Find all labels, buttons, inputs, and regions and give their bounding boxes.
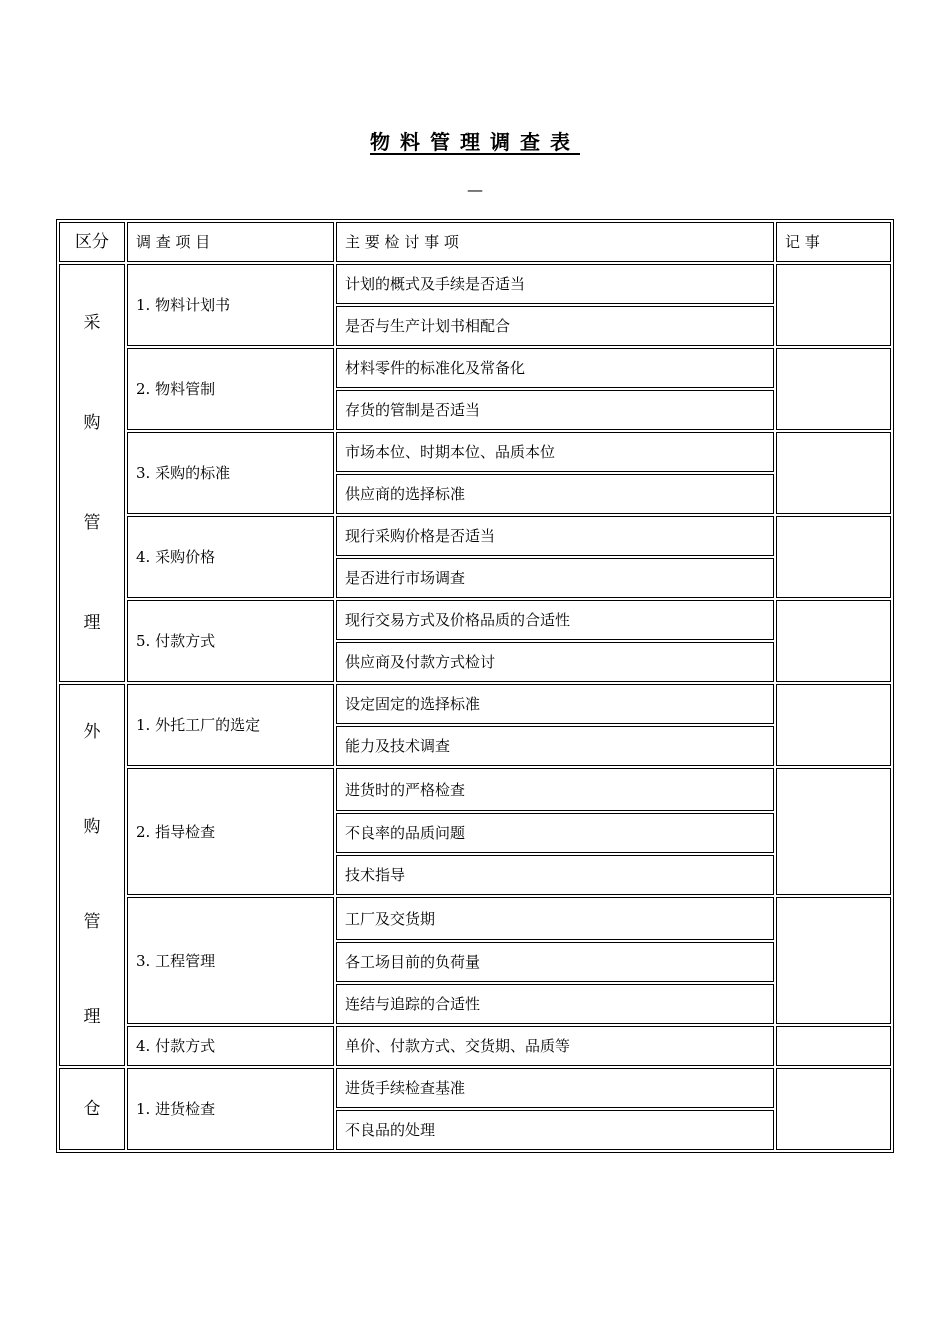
category-char: 仓 <box>83 1098 101 1119</box>
table-row <box>59 432 891 472</box>
table-row <box>59 600 891 640</box>
check-item: 不良率的品质问题 <box>336 813 774 853</box>
check-item: 进货手续检查基准 <box>336 1068 774 1108</box>
item-label: 5. 付款方式 <box>127 600 334 682</box>
item-label: 1. 外托工厂的选定 <box>127 684 334 766</box>
category-char: 采 <box>83 312 101 333</box>
item-label: 2. 指导检查 <box>127 768 334 895</box>
table-row <box>59 348 891 388</box>
note-cell[interactable] <box>776 897 891 1024</box>
table-row <box>59 684 891 724</box>
table-row <box>59 897 891 940</box>
category-char: 外 <box>83 722 101 743</box>
category-char: 购 <box>83 412 101 433</box>
note-cell[interactable] <box>776 768 891 895</box>
header-item: 调 查 项 目 <box>127 222 334 262</box>
table-row <box>59 264 891 304</box>
table-row <box>59 516 891 556</box>
check-item: 是否与生产计划书相配合 <box>336 306 774 346</box>
note-cell[interactable] <box>776 516 891 598</box>
table-row <box>59 1068 891 1108</box>
check-item: 连结与追踪的合适性 <box>336 984 774 1024</box>
header-row <box>59 222 891 262</box>
check-item: 现行交易方式及价格品质的合适性 <box>336 600 774 640</box>
note-cell[interactable] <box>776 264 891 346</box>
check-item: 工厂及交货期 <box>336 897 774 940</box>
check-item: 能力及技术调查 <box>336 726 774 766</box>
item-label: 3. 工程管理 <box>127 897 334 1024</box>
category-char: 购 <box>83 817 101 838</box>
check-item: 存货的管制是否适当 <box>336 390 774 430</box>
item-label: 1. 进货检查 <box>127 1068 334 1150</box>
note-cell[interactable] <box>776 348 891 430</box>
note-cell[interactable] <box>776 432 891 514</box>
check-item: 不良品的处理 <box>336 1110 774 1150</box>
survey-table <box>56 219 894 1153</box>
item-label: 4. 付款方式 <box>127 1026 334 1066</box>
check-item: 各工场目前的负荷量 <box>336 942 774 982</box>
check-item: 设定固定的选择标准 <box>336 684 774 724</box>
page-title: 物料管理调查表 <box>370 130 580 154</box>
check-item: 材料零件的标准化及常备化 <box>336 348 774 388</box>
check-item: 是否进行市场调查 <box>336 558 774 598</box>
category-cell <box>59 264 125 682</box>
table-row <box>59 768 891 811</box>
header-note: 记 事 <box>776 222 891 262</box>
item-label: 1. 物料计划书 <box>127 264 334 346</box>
check-item: 技术指导 <box>336 855 774 895</box>
check-item: 供应商及付款方式检讨 <box>336 642 774 682</box>
category-char: 管 <box>83 512 101 533</box>
item-label: 4. 采购价格 <box>127 516 334 598</box>
item-label: 2. 物料管制 <box>127 348 334 430</box>
item-label: 3. 采购的标准 <box>127 432 334 514</box>
header-check: 主 要 检 讨 事 项 <box>336 222 774 262</box>
check-item: 单价、付款方式、交货期、品质等 <box>336 1026 774 1066</box>
category-cell <box>59 1068 125 1150</box>
check-item: 市场本位、时期本位、品质本位 <box>336 432 774 472</box>
note-cell[interactable] <box>776 1026 891 1066</box>
check-item: 供应商的选择标准 <box>336 474 774 514</box>
category-cell <box>59 684 125 1066</box>
table-row <box>59 1026 891 1066</box>
category-char: 理 <box>83 612 101 633</box>
check-item: 现行采购价格是否适当 <box>336 516 774 556</box>
note-cell[interactable] <box>776 684 891 766</box>
header-category: 区分 <box>59 222 125 262</box>
note-cell[interactable] <box>776 600 891 682</box>
check-item: 计划的概式及手续是否适当 <box>336 264 774 304</box>
note-cell[interactable] <box>776 1068 891 1150</box>
category-char: 理 <box>83 1007 101 1028</box>
category-char: 管 <box>83 912 101 933</box>
check-item: 进货时的严格检查 <box>336 768 774 811</box>
page-subtitle: — <box>467 180 483 199</box>
